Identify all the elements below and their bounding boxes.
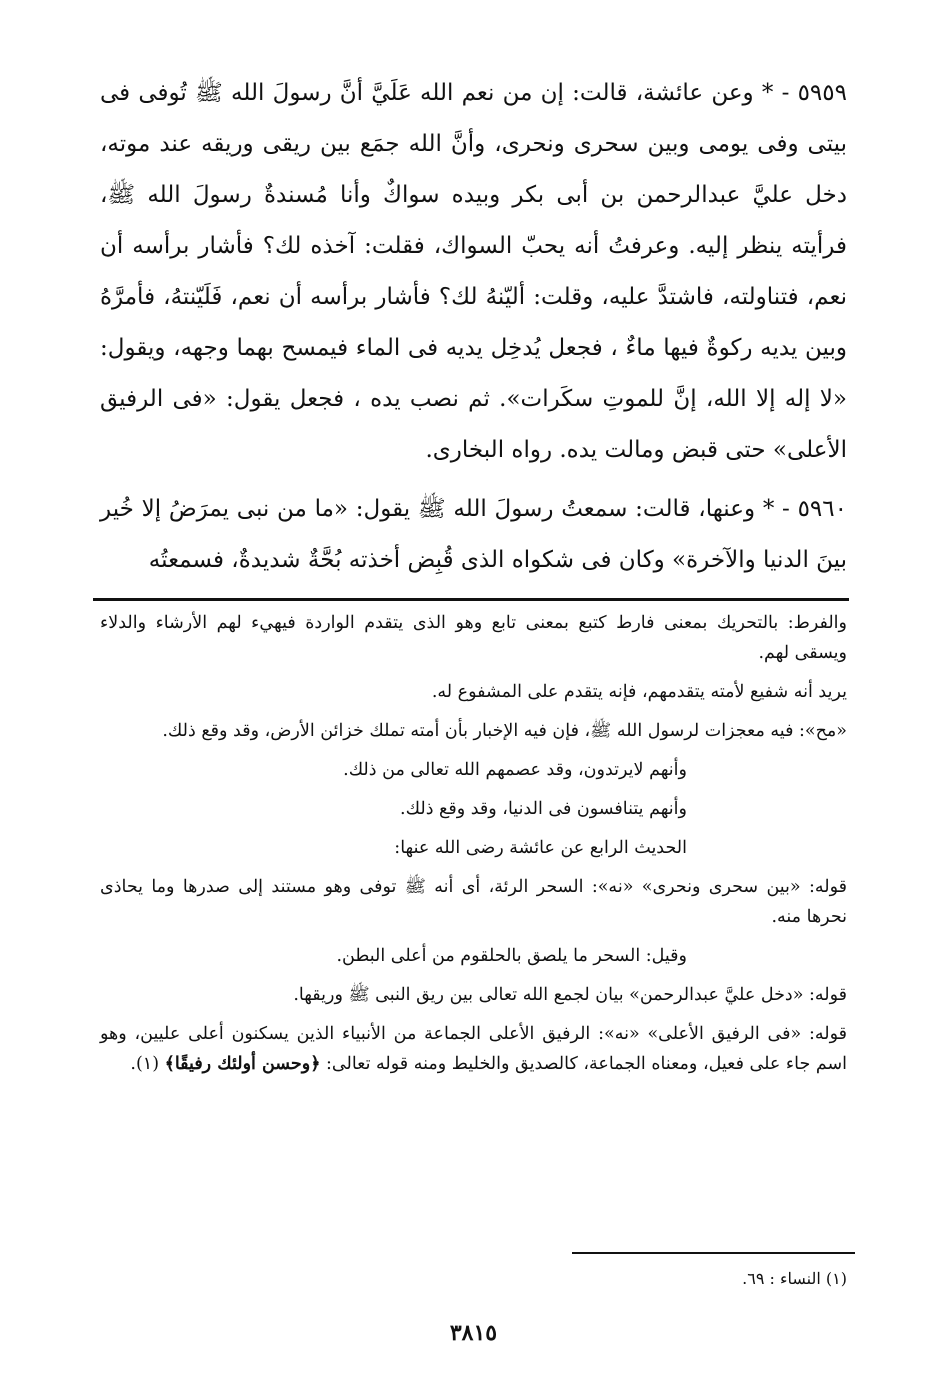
note-paragraph: وأنهم لايرتدون، وقد عصمهم الله تعالى من ذلك. [343,760,687,780]
note-text: قوله: «فى الرفيق الأعلى» «نه»: الرفيق الأعلى الجماعة من الأنبياء الذين يسكنون أعلى عليين، وهو اسم جاء على فعيل، ومعناه الجماعة، كالصديق والخليط ومنه قوله تعالى: [100,1024,847,1074]
main-divider [93,598,849,601]
hadith-5959: ٥٩٥٩ - * وعن عائشة، قالت: إن من نعم الله عَلَيَّ أنَّ رسولَ الله ﷺ تُوفى فى بيتى وفى يومى وبين سحرى ونحرى، وأنَّ الله جمَع بين ريقى وريقه عند موته، دخل عليَّ عبدالرحمن بن أبى بكر وبيده سواكٌ وأنا مُسندةٌ رسولَ الله ﷺ، فرأيته ينظر إليه. وعرفتُ أنه يحبّ السواك، فقلت: آخذه لك؟ فأشار برأسه أن نعم، فتناولته، فاشتدَّ عليه، وقلت: أليّنهُ لك؟ فأشار برأسه أن نعم، فَلَيّنتهُ، فأمرَّهُ وبين يديه ركوةٌ فيها ماءٌ ، فجعل يُدخِل يديه فى الماء فيمسح بهما وجهه، ويقول: «لا إله إلا الله، إنَّ للموتِ سكَرات». ثم نصب يده ، فجعل يقول: «فى الرفيق الأعلى» حتى قبض ومالت يده. رواه البخارى. [100,80,847,463]
note-paragraph: وقيل: السحر ما يلصق بالحلقوم من أعلى البطن. [336,946,687,966]
hadith-5960: ٥٩٦٠ - * وعنها، قالت: سمعتُ رسولَ الله ﷺ يقول: «ما من نبى يمرَضُ إلا خُير بينَ الدنيا والآخرة» وكان فى شكواه الذى قُبِض أخذته بُحَّةٌ شديدةٌ، فسمعتُه [100,496,847,573]
commentary-notes [100,608,847,1088]
note-paragraph: والفرط: بالتحريك بمعنى فارط كتبع بمعنى تابع وهو الذى يتقدم الواردة فيهيء لهم الأرشاء والدلاء ويسقى لهم. [100,613,847,663]
note-paragraph: يريد أنه شفيع لأمته يتقدمهم، فإنه يتقدم على المشفوع له. [431,682,847,702]
footnote: (١) النساء : ٦٩. [742,1269,847,1288]
note-paragraph: الحديث الرابع عن عائشة رضى الله عنها: [394,838,687,858]
note-paragraph: «مح»: فيه معجزات لرسول الله ﷺ، فإن فيه الإخبار بأن أمته تملك خزائن الأرض، وقد وقع ذلك. [162,721,847,741]
page-number: ٣٨١٥ [449,1320,498,1346]
hadith-text [100,68,847,594]
note-paragraph: قوله: «دخل عليَّ عبدالرحمن» بيان لجمع الله تعالى بين ريق النبى ﷺ وريقها. [293,985,847,1005]
note-paragraph: قوله: «بين سحرى ونحرى» «نه»: السحر الرئة، أى أنه ﷺ توفى وهو مستند إلى صدرها وما يحاذى نحرها منه. [100,877,847,927]
footnote-divider [572,1252,855,1254]
quran-quote: ﴿وحسن أولئك رفيقًا﴾ [164,1054,321,1074]
note-paragraph: وأنهم يتنافسون فى الدنيا، وقد وقع ذلك. [400,799,687,819]
footnote-reference: (١). [130,1054,165,1074]
note-paragraph [100,1019,847,1079]
